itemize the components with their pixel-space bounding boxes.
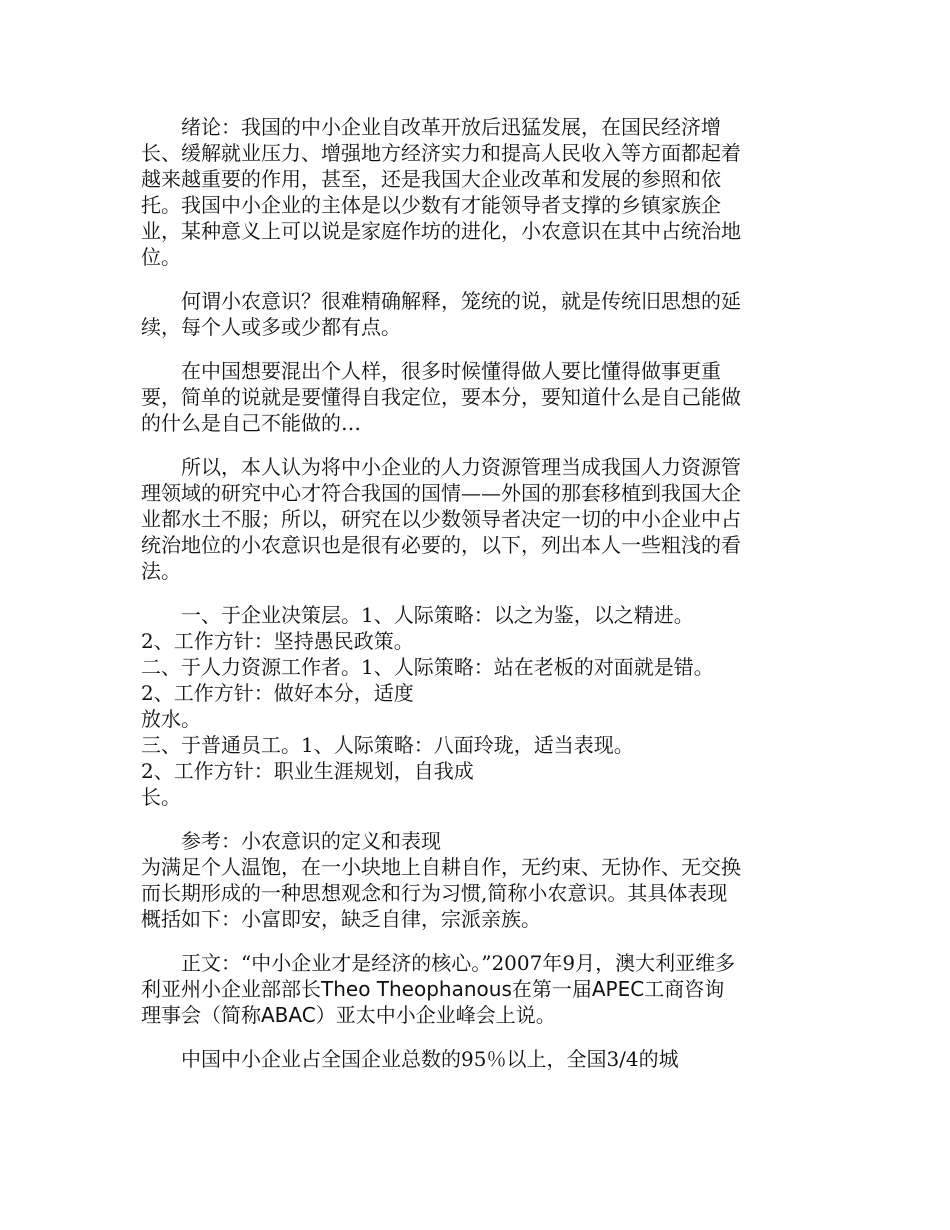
paragraph-self-positioning: 在中国想要混出个人样，很多时候懂得做人要比懂得做事更重要，简单的说就是要懂得自我定位，要本分，要知道什么是自己能做的什么是自己不能做的… — [141, 359, 741, 435]
document-body — [141, 114, 741, 1072]
list-item-hr-workers: 二、于人力资源工作者。1、人际策略：站在老板的对面就是错。 — [141, 655, 714, 679]
list-item-decision-level: 一、于企业决策层。1、人际策略：以之为鉴，以之精进。 — [181, 603, 694, 627]
list-item-regular-staff: 三、于普通员工。1、人际策略：八面玲珑，适当表现。 — [141, 733, 634, 757]
reference-body: 为满足个人温饱，在一小块地上自耕自作，无约束、无协作、无交换而长期形成的一种思想观念和行为习惯,简称小农意识。其具体表现概括如下：小富即安，缺乏自律，宗派亲族。 — [141, 855, 741, 931]
main-text-part-d: ）亚太中小企业峰会上说。 — [315, 1003, 556, 1027]
reference-title: 参考：小农意识的定义和表现 — [181, 829, 441, 853]
paragraph-statistics: 中国中小企业占全国企业总数的95％以上，全国3/4的城 — [181, 1047, 679, 1071]
paragraph-definition-question: 何谓小农意识？很难精确解释，笼统的说，就是传统旧思想的延续，每个人或多或少都有点。 — [141, 289, 741, 339]
list-item-hr-workers-policy: 2、工作方针：做好本分，适度 — [141, 681, 414, 705]
main-text-part-b: 在第一届 — [511, 977, 592, 1001]
main-text-abac: ABAC — [261, 1003, 316, 1027]
main-text-part-a: 正文：“中小企业才是经济的核心。”2007年9月，澳大利亚维多利亚州小企业部部长 — [141, 951, 736, 1001]
list-item-decision-level-policy: 2、工作方针：坚持愚民政策。 — [141, 629, 414, 653]
list-item-regular-staff-policy-cont: 长。 — [141, 785, 181, 809]
list-item-regular-staff-policy: 2、工作方针：职业生涯规划，自我成 — [141, 759, 474, 783]
paragraph-intro: 绪论：我国的中小企业自改革开放后迅猛发展，在国民经济增长、缓解就业压力、增强地方经济实力和提高人民收入等方面都起着越来越重要的作用，甚至，还是我国大企业改革和发展的参照和依托。我国中小企业的主体是以少数有才能领导者支撑的乡镇家族企业，某种意义上可以说是家庭作坊的进化，小农意识在其中占统治地位。 — [141, 115, 741, 269]
main-text-part-c: 工商咨询理事会（简称 — [141, 977, 725, 1027]
list-item-hr-workers-policy-cont: 放水。 — [141, 707, 201, 731]
main-text-person-name: Theo Theophanous — [321, 977, 512, 1001]
main-text-apec: APEC — [591, 977, 645, 1001]
paragraph-main-text — [141, 950, 741, 1028]
paragraph-research-focus: 所以，本人认为将中小企业的人力资源管理当成我国人力资源管理领域的研究中心才符合我国的国情——外国的那套移植到我国大企业都水土不服；所以，研究在以少数领导者决定一切的中小企业中占统治地位的小农意识也是很有必要的，以下，列出本人一些粗浅的看法。 — [141, 455, 741, 583]
